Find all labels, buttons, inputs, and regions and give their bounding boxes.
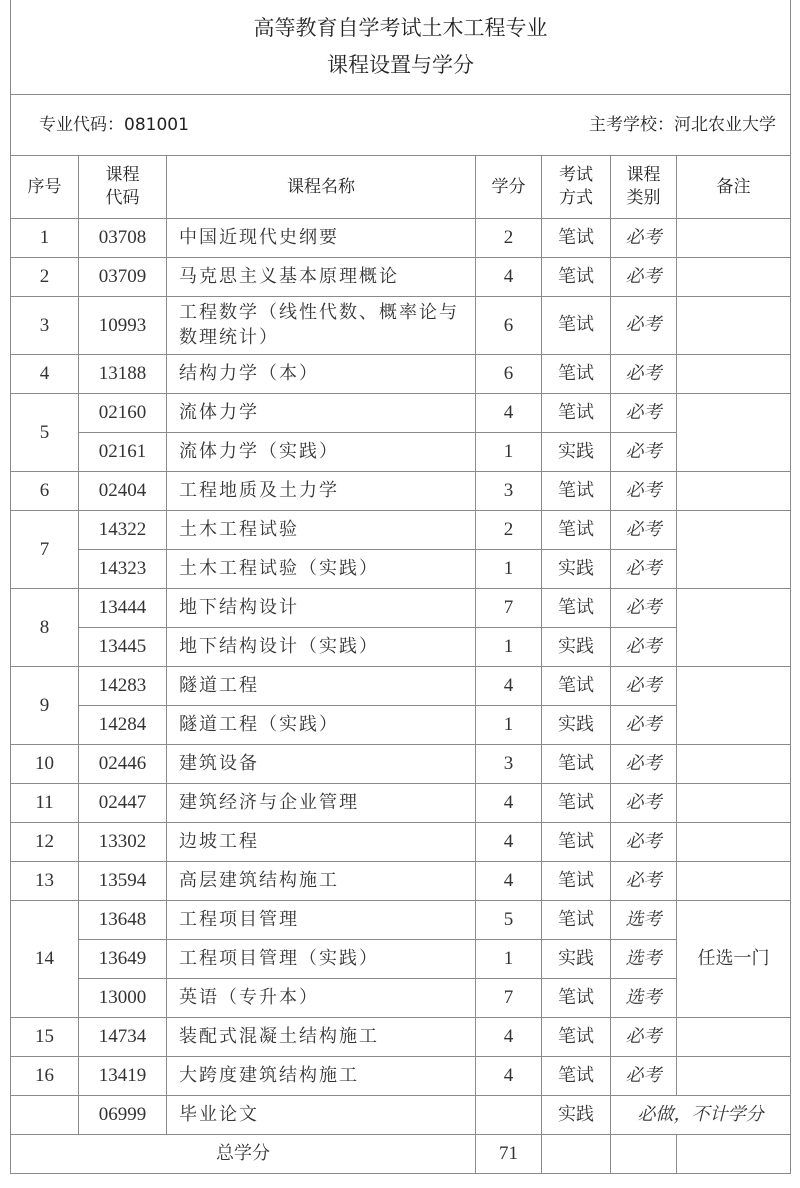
course-credits: 2	[476, 511, 542, 550]
table-row	[11, 258, 791, 297]
row-number: 16	[11, 1057, 79, 1096]
course-name: 边坡工程	[167, 823, 476, 862]
remark	[677, 297, 791, 355]
course-name: 流体力学	[167, 394, 476, 433]
course-credits: 4	[476, 862, 542, 901]
course-name: 毕业论文	[167, 1096, 476, 1135]
course-credits: 4	[476, 823, 542, 862]
table-row	[11, 1057, 791, 1096]
exam-method: 笔试	[542, 394, 611, 433]
course-code: 13445	[79, 628, 167, 667]
exam-method: 实践	[542, 550, 611, 589]
table-row	[11, 589, 791, 628]
table-row	[11, 823, 791, 862]
row-number: 1	[11, 219, 79, 258]
course-credits: 4	[476, 667, 542, 706]
row-number	[11, 1096, 79, 1135]
remark	[677, 589, 791, 667]
course-type: 必考	[611, 667, 677, 706]
course-type: 必考	[611, 258, 677, 297]
course-code: 14284	[79, 706, 167, 745]
course-type: 必考	[611, 550, 677, 589]
row-number: 12	[11, 823, 79, 862]
course-code: 13302	[79, 823, 167, 862]
course-type: 必考	[611, 1057, 677, 1096]
remark	[677, 745, 791, 784]
course-name: 英语（专升本）	[167, 979, 476, 1018]
header-no: 序号	[11, 156, 79, 219]
course-type: 必考	[611, 394, 677, 433]
course-name: 建筑设备	[167, 745, 476, 784]
header-credits: 学分	[476, 156, 542, 219]
row-number: 11	[11, 784, 79, 823]
course-credits: 6	[476, 297, 542, 355]
course-name: 马克思主义基本原理概论	[167, 258, 476, 297]
course-type: 必考	[611, 355, 677, 394]
course-type: 必考	[611, 589, 677, 628]
major-code: 专业代码：081001	[39, 114, 189, 135]
remark	[677, 667, 791, 745]
row-number: 14	[11, 901, 79, 1018]
course-credits: 3	[476, 472, 542, 511]
course-code: 03708	[79, 219, 167, 258]
course-credits: 2	[476, 219, 542, 258]
table-row	[11, 472, 791, 511]
course-type: 必考	[611, 706, 677, 745]
course-code: 13419	[79, 1057, 167, 1096]
course-type: 选考	[611, 979, 677, 1018]
document-title	[11, 0, 791, 95]
table-row	[11, 628, 791, 667]
course-type: 必考	[611, 511, 677, 550]
course-type: 必考	[611, 862, 677, 901]
remark	[677, 784, 791, 823]
row-number: 6	[11, 472, 79, 511]
row-number: 9	[11, 667, 79, 745]
course-type: 选考	[611, 940, 677, 979]
title-line-1: 高等教育自学考试土木工程专业	[253, 16, 548, 41]
table-row	[11, 433, 791, 472]
course-code: 03709	[79, 258, 167, 297]
course-type: 必考	[611, 433, 677, 472]
table-row	[11, 862, 791, 901]
course-code: 13188	[79, 355, 167, 394]
course-code: 13649	[79, 940, 167, 979]
course-type: 必考	[611, 628, 677, 667]
course-code: 13000	[79, 979, 167, 1018]
row-number: 8	[11, 589, 79, 667]
table-row	[11, 355, 791, 394]
remark	[677, 1018, 791, 1057]
row-number: 15	[11, 1018, 79, 1057]
course-credits: 7	[476, 979, 542, 1018]
course-code: 02447	[79, 784, 167, 823]
exam-method: 笔试	[542, 297, 611, 355]
course-credits: 1	[476, 628, 542, 667]
exam-method: 笔试	[542, 258, 611, 297]
table-row	[11, 745, 791, 784]
table-row	[11, 901, 791, 940]
course-name: 地下结构设计	[167, 589, 476, 628]
course-credits: 6	[476, 355, 542, 394]
remark: 任选一门	[677, 901, 791, 1018]
course-name: 工程项目管理（实践）	[167, 940, 476, 979]
exam-method: 笔试	[542, 472, 611, 511]
row-number: 10	[11, 745, 79, 784]
exam-method: 实践	[542, 628, 611, 667]
course-name: 高层建筑结构施工	[167, 862, 476, 901]
course-credits: 3	[476, 745, 542, 784]
course-code: 14322	[79, 511, 167, 550]
exam-method: 笔试	[542, 667, 611, 706]
course-type: 必考	[611, 297, 677, 355]
header-exam: 考试方式	[542, 156, 611, 219]
course-type: 必考	[611, 745, 677, 784]
exam-method: 笔试	[542, 589, 611, 628]
row-number: 5	[11, 394, 79, 472]
header-code: 课程代码	[79, 156, 167, 219]
info-row	[11, 95, 791, 156]
title-line-2: 课程设置与学分	[327, 53, 474, 77]
exam-method: 笔试	[542, 511, 611, 550]
course-credits: 1	[476, 706, 542, 745]
remark	[677, 862, 791, 901]
remark	[677, 219, 791, 258]
course-code: 06999	[79, 1096, 167, 1135]
remark	[677, 823, 791, 862]
exam-method: 笔试	[542, 979, 611, 1018]
course-credits: 7	[476, 589, 542, 628]
course-name: 结构力学（本）	[167, 355, 476, 394]
course-name: 工程数学（线性代数、概率论与数理统计）	[167, 297, 476, 355]
course-credits: 4	[476, 784, 542, 823]
table-row	[11, 1018, 791, 1057]
table-row	[11, 394, 791, 433]
exam-method: 笔试	[542, 823, 611, 862]
table-row	[11, 219, 791, 258]
course-code: 13648	[79, 901, 167, 940]
remark	[677, 394, 791, 472]
exam-method: 实践	[542, 433, 611, 472]
table-row	[11, 511, 791, 550]
header-type: 课程类别	[611, 156, 677, 219]
course-code: 02160	[79, 394, 167, 433]
header-note: 备注	[677, 156, 791, 219]
course-name: 中国近现代史纲要	[167, 219, 476, 258]
exam-method: 笔试	[542, 1018, 611, 1057]
row-number: 7	[11, 511, 79, 589]
empty-cell	[677, 1135, 791, 1174]
exam-method: 实践	[542, 940, 611, 979]
course-name: 隧道工程	[167, 667, 476, 706]
exam-school: 主考学校：河北农业大学	[589, 114, 777, 135]
course-name: 大跨度建筑结构施工	[167, 1057, 476, 1096]
course-name: 地下结构设计（实践）	[167, 628, 476, 667]
course-credits: 4	[476, 394, 542, 433]
course-type: 必考	[611, 823, 677, 862]
course-code: 02404	[79, 472, 167, 511]
remark	[677, 1057, 791, 1096]
exam-method: 笔试	[542, 1057, 611, 1096]
remark	[677, 258, 791, 297]
course-credits: 4	[476, 258, 542, 297]
exam-method: 笔试	[542, 355, 611, 394]
course-type: 必考	[611, 219, 677, 258]
exam-method: 实践	[542, 706, 611, 745]
remark	[677, 511, 791, 589]
course-credits: 1	[476, 433, 542, 472]
exam-method: 笔试	[542, 901, 611, 940]
course-name: 工程地质及土力学	[167, 472, 476, 511]
empty-cell	[542, 1135, 611, 1174]
course-code: 14283	[79, 667, 167, 706]
course-code: 14734	[79, 1018, 167, 1057]
course-type: 必考	[611, 784, 677, 823]
course-type: 选考	[611, 901, 677, 940]
course-credits	[476, 1096, 542, 1135]
exam-method: 笔试	[542, 745, 611, 784]
table-row	[11, 706, 791, 745]
course-name: 土木工程试验	[167, 511, 476, 550]
row-number: 2	[11, 258, 79, 297]
course-name: 隧道工程（实践）	[167, 706, 476, 745]
table-row	[11, 667, 791, 706]
table-row	[11, 297, 791, 355]
course-code: 02161	[79, 433, 167, 472]
exam-method: 笔试	[542, 784, 611, 823]
remark	[677, 355, 791, 394]
row-number: 13	[11, 862, 79, 901]
total-row	[11, 1135, 791, 1174]
thesis-row	[11, 1096, 791, 1135]
row-number: 4	[11, 355, 79, 394]
course-code: 02446	[79, 745, 167, 784]
exam-method: 实践	[542, 1096, 611, 1135]
course-credits: 5	[476, 901, 542, 940]
table-row	[11, 550, 791, 589]
course-type: 必考	[611, 472, 677, 511]
course-credits: 4	[476, 1057, 542, 1096]
course-name: 工程项目管理	[167, 901, 476, 940]
total-label: 总学分	[11, 1135, 476, 1174]
thesis-remark: 必做，不计学分	[611, 1096, 791, 1135]
table-row	[11, 784, 791, 823]
course-code: 13444	[79, 589, 167, 628]
table-row	[11, 940, 791, 979]
course-code: 13594	[79, 862, 167, 901]
course-table	[10, 0, 791, 1174]
course-credits: 1	[476, 940, 542, 979]
course-credits: 1	[476, 550, 542, 589]
total-credits: 71	[476, 1135, 542, 1174]
empty-cell	[611, 1135, 677, 1174]
exam-method: 笔试	[542, 219, 611, 258]
course-code: 10993	[79, 297, 167, 355]
course-code: 14323	[79, 550, 167, 589]
course-credits: 4	[476, 1018, 542, 1057]
exam-method: 笔试	[542, 862, 611, 901]
table-row	[11, 979, 791, 1018]
course-name: 土木工程试验（实践）	[167, 550, 476, 589]
header-name: 课程名称	[167, 156, 476, 219]
course-name: 装配式混凝土结构施工	[167, 1018, 476, 1057]
course-name: 流体力学（实践）	[167, 433, 476, 472]
header-row	[11, 156, 791, 219]
course-name: 建筑经济与企业管理	[167, 784, 476, 823]
remark	[677, 472, 791, 511]
course-type: 必考	[611, 1018, 677, 1057]
row-number: 3	[11, 297, 79, 355]
